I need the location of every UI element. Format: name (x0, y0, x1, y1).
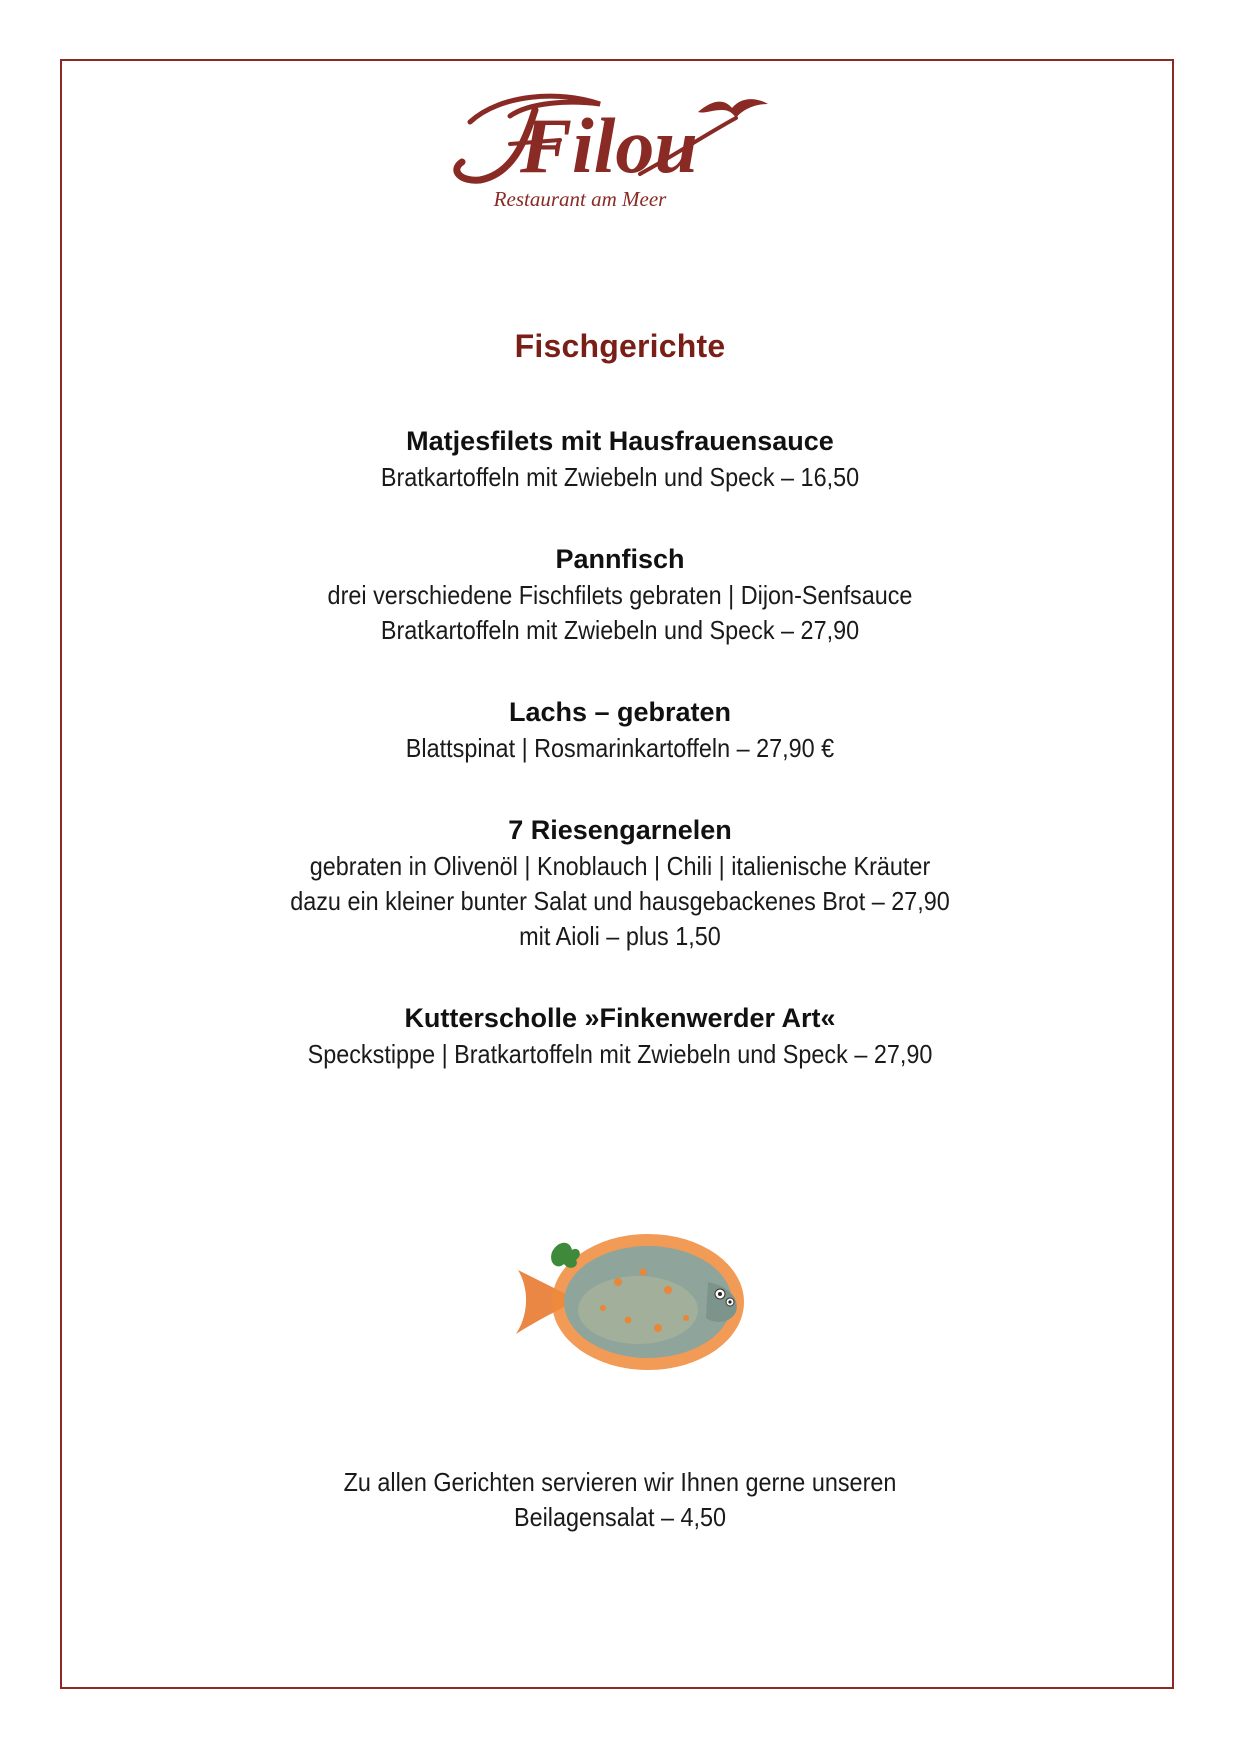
dish-name: Matjesfilets mit Hausfrauensauce (406, 426, 834, 456)
plaice-fish-icon (508, 1220, 758, 1390)
dish-matjesfilets (0, 422, 1240, 495)
dish-description: mit Aioli – plus 1,50 (519, 921, 721, 951)
dish-description: gebraten in Olivenöl | Knoblauch | Chili | italienische Kräuter (309, 851, 931, 881)
restaurant-logo (440, 82, 800, 212)
dish-kutterscholle (0, 999, 1240, 1072)
dish-description: Speckstippe | Bratkartoffeln mit Zwiebeln und Speck – 27,90 (307, 1039, 933, 1069)
dish-riesengarnelen (0, 811, 1240, 954)
logo-tagline: Restaurant am Meer (493, 187, 667, 211)
dish-name: Pannfisch (555, 544, 685, 574)
dish-name: Lachs – gebraten (508, 697, 732, 727)
dish-list (0, 422, 1240, 1117)
footer-line: Zu allen Gerichten servieren wir Ihnen gerne unseren (343, 1467, 897, 1497)
footer-line: Beilagensalat – 4,50 (513, 1502, 727, 1532)
section-title: Fischgerichte (514, 328, 726, 364)
dish-description: Blattspinat | Rosmarinkartoffeln – 27,90 € (405, 733, 835, 763)
logo-wordmark: Filou (520, 102, 698, 189)
dish-description: dazu ein kleiner bunter Salat und hausgebackenes Brot – 27,90 (290, 886, 950, 916)
dish-pannfisch (0, 540, 1240, 648)
dish-description: Bratkartoffeln mit Zwiebeln und Speck – 16,50 (380, 462, 860, 492)
dish-description: drei verschiedene Fischfilets gebraten | Dijon-Senfsauce (327, 580, 913, 610)
dish-lachs (0, 693, 1240, 766)
dish-description: Bratkartoffeln mit Zwiebeln und Speck – 27,90 (380, 615, 860, 645)
dish-name: 7 Riesengarnelen (508, 815, 732, 845)
dish-name: Kutterscholle »Finkenwerder Art« (404, 1003, 836, 1033)
footer-note (0, 1465, 1240, 1535)
